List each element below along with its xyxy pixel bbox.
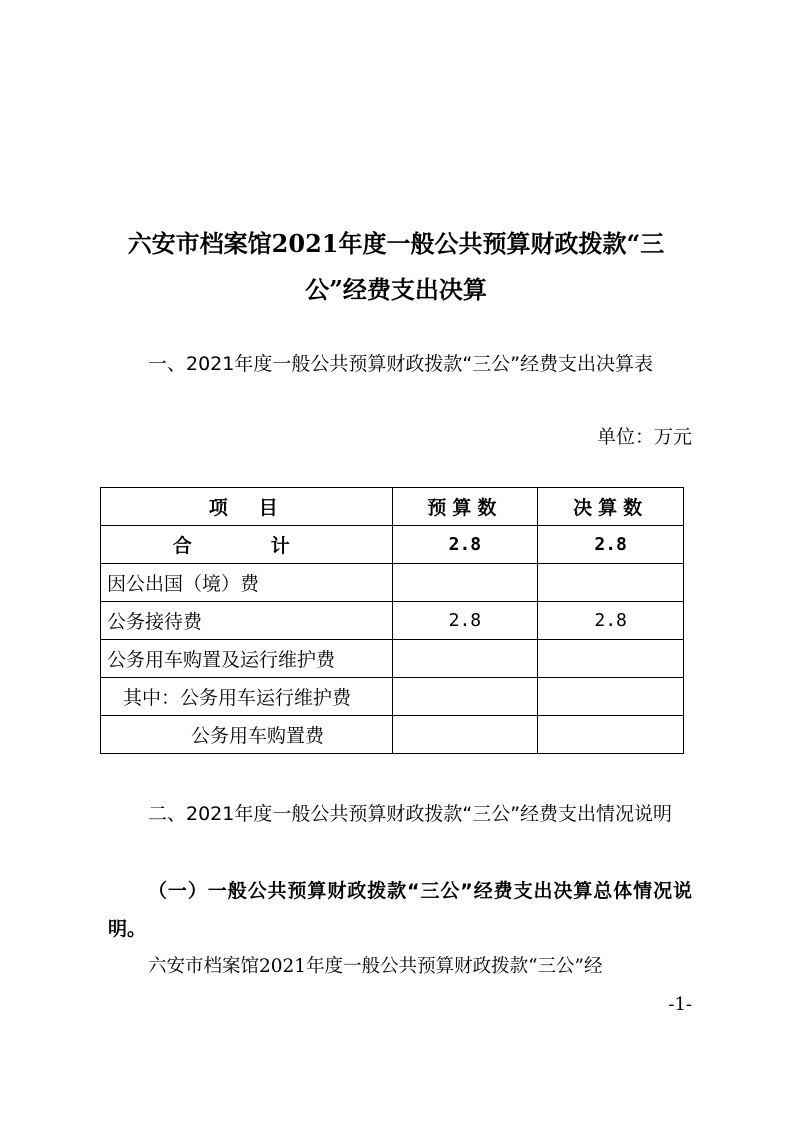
row-budget-value bbox=[392, 640, 538, 678]
table-row bbox=[101, 564, 684, 602]
table-row bbox=[101, 716, 684, 754]
row-label: 其中：公务用车运行维护费 bbox=[101, 678, 393, 716]
row-label: 公务接待费 bbox=[101, 602, 393, 640]
row-budget-value bbox=[392, 564, 538, 602]
row-budget-value: 2.8 bbox=[392, 602, 538, 640]
document-title: 六安市档案馆2021年度一般公共预算财政拨款“三公”经费支出决算 bbox=[127, 229, 665, 304]
subsection-1-heading: （一）一般公共预算财政拨款“三公”经费支出决算总体情况说明。 bbox=[108, 880, 692, 940]
body-paragraph: 六安市档案馆2021年度一般公共预算财政拨款“三公”经 bbox=[148, 956, 603, 977]
row-actual-value: 2.8 bbox=[538, 602, 684, 640]
row-actual-value bbox=[538, 678, 684, 716]
row-actual-value bbox=[538, 564, 684, 602]
table-row-total bbox=[101, 526, 684, 564]
row-label: 公务用车购置及运行维护费 bbox=[101, 640, 393, 678]
row-budget-value bbox=[392, 678, 538, 716]
row-label: 因公出国（境）费 bbox=[101, 564, 393, 602]
row-budget-value: 2.8 bbox=[392, 526, 538, 564]
page-number: -1- bbox=[668, 994, 692, 1015]
table-header-row bbox=[101, 488, 684, 526]
column-header-actual: 决算数 bbox=[538, 488, 684, 526]
section-2-heading: 二、2021年度一般公共预算财政拨款“三公”经费支出情况说明 bbox=[148, 803, 673, 825]
table-row bbox=[101, 602, 684, 640]
column-header-budget: 预算数 bbox=[392, 488, 538, 526]
table-row bbox=[101, 640, 684, 678]
row-actual-value: 2.8 bbox=[538, 526, 684, 564]
section-1-heading: 一、2021年度一般公共预算财政拨款“三公”经费支出决算表 bbox=[148, 353, 654, 375]
unit-label: 单位：万元 bbox=[596, 426, 692, 448]
row-label: 合 计 bbox=[101, 526, 393, 564]
row-actual-value bbox=[538, 640, 684, 678]
row-actual-value bbox=[538, 716, 684, 754]
column-header-item: 项 目 bbox=[101, 488, 393, 526]
row-label: 公务用车购置费 bbox=[101, 716, 393, 754]
table-row bbox=[101, 678, 684, 716]
row-budget-value bbox=[392, 716, 538, 754]
three-public-expenses-table bbox=[100, 487, 684, 754]
